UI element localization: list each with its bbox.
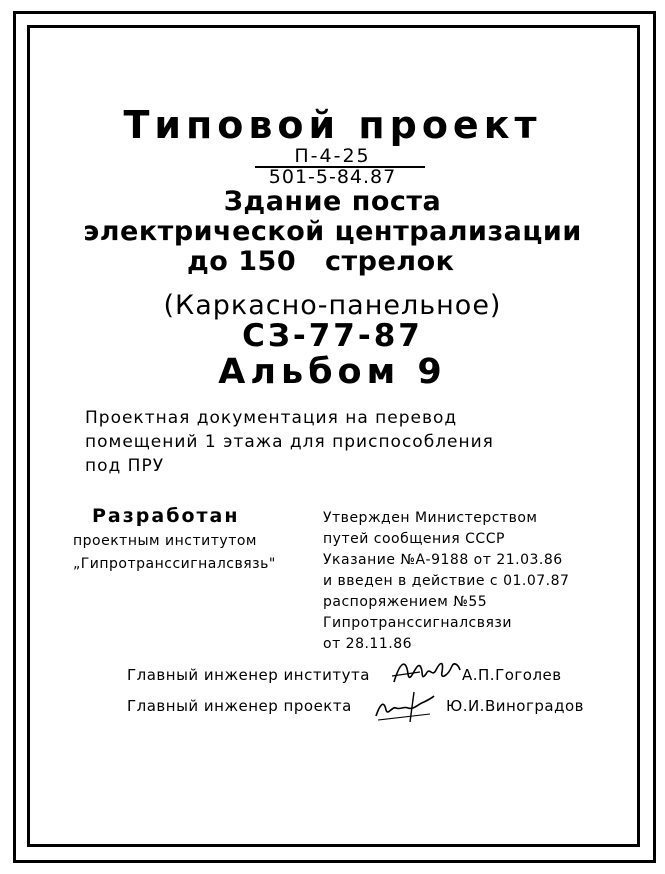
approval-line-5: распоряжением №55 <box>323 594 488 610</box>
developer-line-1: проектным институтом <box>73 533 257 549</box>
building-line-2: электрической централизации <box>83 216 582 247</box>
approval-block <box>323 508 569 655</box>
building-line-3a: до 150 <box>187 246 297 277</box>
description-line-2: помещений 1 этажа для приспособления <box>85 432 494 452</box>
chief-engineer-institute-name: А.П.Гоголев <box>462 666 562 684</box>
chief-engineer-project-label: Главный инженер проекта <box>127 697 352 715</box>
series-code: 501-5-84.87 <box>268 166 397 188</box>
signature-gogolev <box>390 652 465 690</box>
description-line-1: Проектная документация на перевод <box>85 408 458 428</box>
approval-line-3: Указание №А-9188 от 21.03.86 <box>323 552 563 568</box>
album-number: Альбом 9 <box>218 352 447 392</box>
construction-type: (Каркасно-панельное) <box>163 290 502 321</box>
project-code: П-4-25 <box>294 145 371 167</box>
description-line-3: под ПРУ <box>85 456 165 476</box>
approval-line-7: от 28.11.86 <box>323 636 413 652</box>
developer-line-2: „Гипротранссигналсвязь" <box>73 556 276 572</box>
series-number: СЗ-77-87 <box>242 318 423 354</box>
approval-line-2: путей сообщения СССР <box>323 531 505 547</box>
signature-vinogradov <box>370 686 440 726</box>
building-line-1: Здание поста <box>223 186 442 217</box>
developer-heading: Разработан <box>92 505 240 527</box>
approval-line-4: и введен в действие с 01.07.87 <box>323 573 570 589</box>
description <box>85 406 494 478</box>
chief-engineer-project-name: Ю.И.Виноградов <box>446 697 584 715</box>
document-title: Типовой проект <box>123 103 542 147</box>
chief-engineer-institute-label: Главный инженер института <box>127 666 370 684</box>
approval-line-6: Гипротранссигналсвязи <box>323 615 512 631</box>
approval-line-1: Утвержден Министерством <box>323 510 538 526</box>
building-line-3b: стрелок <box>325 246 455 277</box>
